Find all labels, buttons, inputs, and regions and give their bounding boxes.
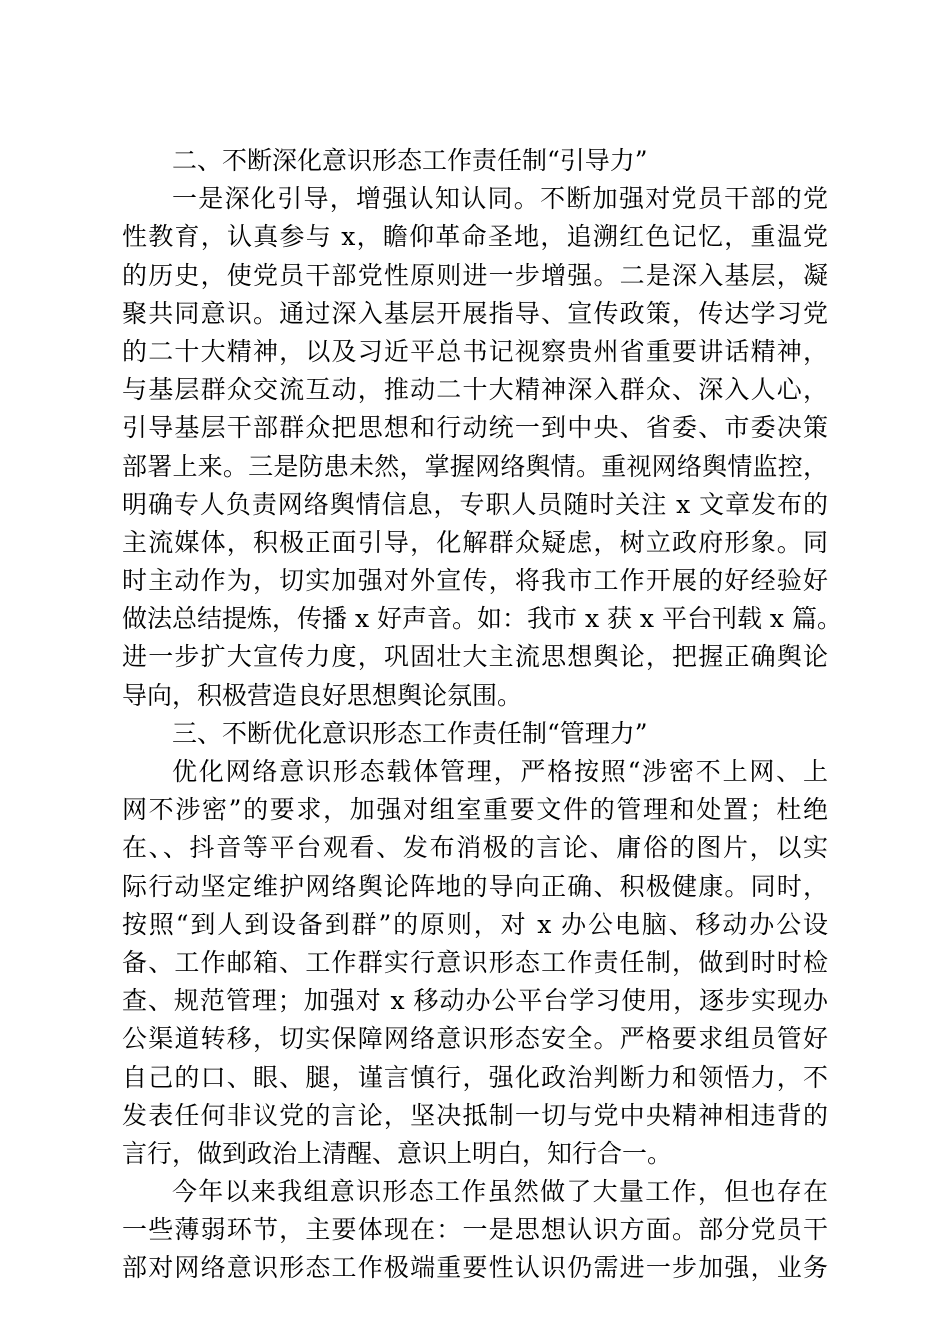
body-line: 明确专人负责网络舆情信息，专职人员随时关注 x 文章发布的 bbox=[122, 489, 828, 519]
body-line: 优化网络意识形态载体管理，严格按照“涉密不上网、上 bbox=[172, 757, 828, 786]
body-line: 一是深化引导，增强认知认同。不断加强对党员干部的党 bbox=[172, 184, 828, 214]
body-line: 查、规范管理；加强对 x 移动办公平台学习使用，逐步实现办 bbox=[122, 986, 828, 1016]
body-line: 言行，做到政治上清醒、意识上明白，知行合一。 bbox=[122, 1138, 673, 1168]
body-line: 性教育，认真参与 x，瞻仰革命圣地，追溯红色记忆，重温党 bbox=[122, 222, 828, 252]
body-line: 做法总结提炼，传播 x 好声音。如：我市 x 获 x 平台刊载 x 篇。 bbox=[122, 604, 842, 634]
body-line: 聚共同意识。通过深入基层开展指导、宣传政策，传达学习党 bbox=[122, 298, 828, 328]
body-line: 自己的口、眼、腿，谨言慎行，强化政治判断力和领悟力，不 bbox=[122, 1062, 828, 1092]
body-line: 一些薄弱环节，主要体现在：一是思想认识方面。部分党员干 bbox=[122, 1215, 828, 1245]
body-line: 今年以来我组意识形态工作虽然做了大量工作，但也存在 bbox=[172, 1177, 828, 1207]
body-line: 在、、抖音等平台观看、发布消极的言论、庸俗的图片，以实 bbox=[122, 833, 828, 863]
body-line: 的历史，使党员干部党性原则进一步增强。二是深入基层，凝 bbox=[122, 260, 828, 290]
body-line: 与基层群众交流互动，推动二十大精神深入群众、深入人心， bbox=[122, 375, 828, 405]
document-body bbox=[122, 142, 842, 1288]
body-line: 的二十大精神，以及习近平总书记视察贵州省重要讲话精神， bbox=[122, 336, 828, 366]
body-line: 主流媒体，积极正面引导，化解群众疑虑，树立政府形象。同 bbox=[122, 527, 828, 557]
body-line: 发表任何非议党的言论，坚决抵制一切与党中央精神相违背的 bbox=[122, 1100, 828, 1130]
body-line: 部署上来。三是防患未然，掌握网络舆情。重视网络舆情监控， bbox=[122, 451, 828, 481]
body-line: 时主动作为，切实加强对外宣传，将我市工作开展的好经验好 bbox=[122, 566, 828, 596]
section-heading-guidance: 二、不断深化意识形态工作责任制“引导力” bbox=[172, 146, 648, 175]
body-line: 导向，积极营造良好思想舆论氛围。 bbox=[122, 680, 523, 710]
body-line: 按照“到人到设备到群”的原则，对 x 办公电脑、移动办公设 bbox=[122, 909, 828, 939]
body-line: 网不涉密”的要求，加强对组室重要文件的管理和处置；杜绝 bbox=[122, 795, 828, 825]
section-heading-management: 三、不断优化意识形态工作责任制“管理力” bbox=[172, 718, 648, 748]
body-line: 部对网络意识形态工作极端重要性认识仍需进一步加强，业务 bbox=[122, 1253, 828, 1283]
body-line: 备、工作邮箱、工作群实行意识形态工作责任制，做到时时检 bbox=[122, 947, 828, 977]
body-line: 进一步扩大宣传力度，巩固壮大主流思想舆论，把握正确舆论 bbox=[122, 642, 828, 672]
body-line: 际行动坚定维护网络舆论阵地的导向正确、积极健康。同时， bbox=[122, 871, 828, 901]
body-line: 引导基层干部群众把思想和行动统一到中央、省委、市委决策 bbox=[122, 413, 828, 443]
body-line: 公渠道转移，切实保障网络意识形态安全。严格要求组员管好 bbox=[122, 1024, 828, 1054]
